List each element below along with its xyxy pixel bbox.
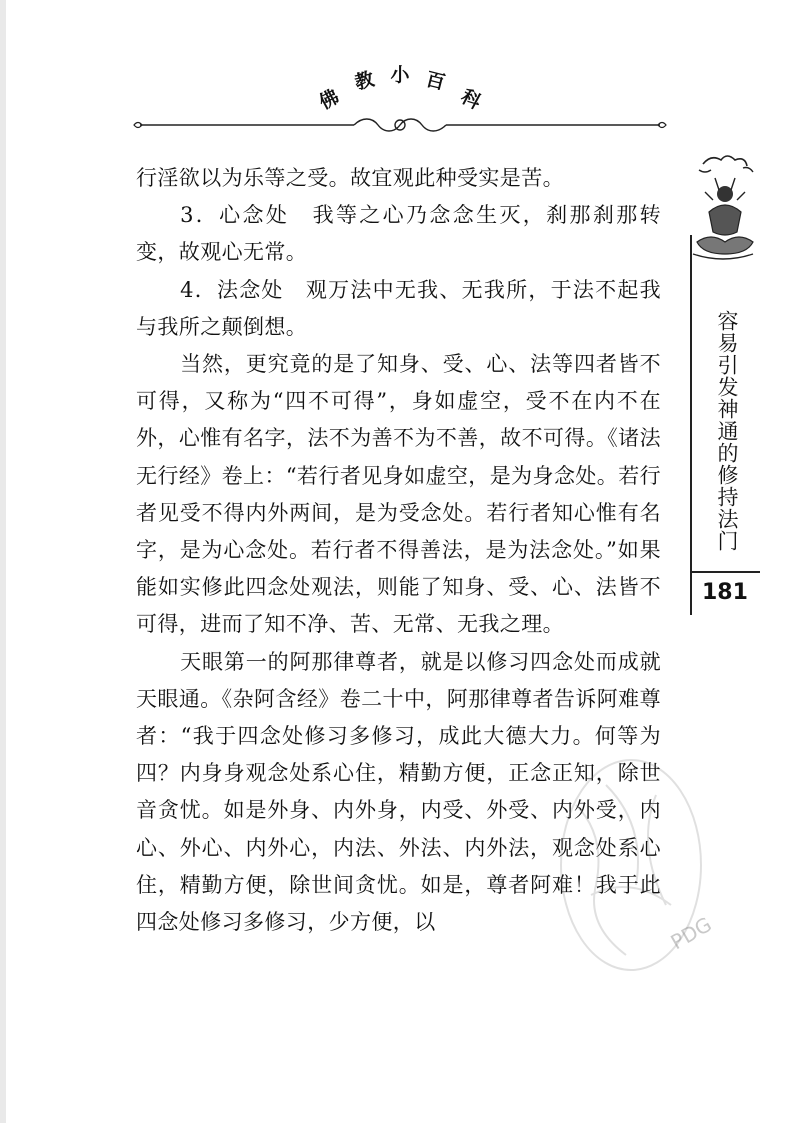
chapter-title: 容易引发神通的修持法门 xyxy=(715,310,739,552)
body-text xyxy=(136,160,661,941)
header-title-char: 佛 xyxy=(315,85,343,114)
header-title-char: 小 xyxy=(390,64,410,86)
buddha-ornament-icon xyxy=(683,150,763,280)
page-number-rule xyxy=(690,571,760,573)
watermark-text: PDG xyxy=(666,912,716,955)
paragraph: 当然，更究竟的是了知身、受、心、法等四者皆不可得，又称为“四不可得”，身如虚空，受不在内不在外，心惟有名字，法不为善不为不善，故不可得。《诸法无行经》卷上：“若行者见身如虚空，是为身念处。若行者见受不得内外两间，是为受念处。若行者知心惟有名字，是为心念处。若行者不得善法，是为法念处。”如果能如实修此四念处观法，则能了知身、受、心、法皆不可得，进而了知不净、苦、无常、无我之理。 xyxy=(136,352,661,637)
header-title xyxy=(132,55,668,115)
header-title-char: 百 xyxy=(423,68,448,95)
paragraph: 4．法念处 观万法中无我、无我所，于法不起我与我所之颠倒想。 xyxy=(136,277,661,339)
paragraph: 3．心念处 我等之心乃念念生灭，刹那刹那转变，故观心无常。 xyxy=(136,203,661,265)
header-title-arc xyxy=(132,55,668,115)
paragraph: 天眼第一的阿那律尊者，就是以修习四念处而成就天眼通。《杂阿含经》卷二十中，阿那律尊者告诉阿难尊者：“我于四念处修习多修习，成此大德大力。何等为四？内身身观念处系心住，精勤方便，正念正知，除世音贪忧。如是外身、内外身，内受、外受、内外受，内心、外心、内外心，内法、外法、内外法，观念处系心住，精勤方便，除世间贪忧。如是，尊者阿难！我于此四念处修习多修习，少方便，以 xyxy=(136,649,661,935)
header-title-char: 教 xyxy=(352,68,377,95)
header-ornamental-rule xyxy=(132,117,668,131)
header-title-char: 科 xyxy=(457,85,485,114)
sidebar-divider xyxy=(690,235,692,615)
running-header xyxy=(132,55,668,145)
page-number: 181 xyxy=(702,580,748,605)
paragraph: 行淫欲以为乐等之受。故宜观此种受实是苦。 xyxy=(136,166,564,190)
page-edge-shadow xyxy=(0,0,6,1123)
